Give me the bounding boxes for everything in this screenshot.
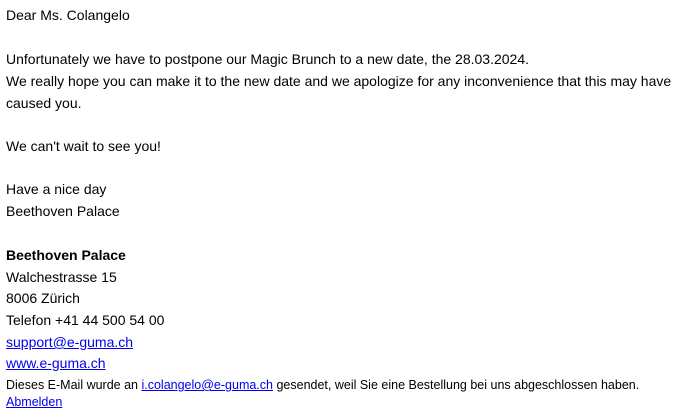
body-line-4: We can't wait to see you! xyxy=(6,138,161,154)
closing-line-1: Have a nice day xyxy=(6,181,107,197)
signature-website-row xyxy=(6,354,106,372)
support-email-link[interactable]: support@e-guma.ch xyxy=(6,334,134,350)
footer-text-after: gesendet, weil Sie eine Bestellung bei uns abgeschlossen haben. xyxy=(272,378,640,392)
signature-street: Walchestrasse 15 xyxy=(6,269,117,285)
unsubscribe-link[interactable]: Abmelden xyxy=(6,395,63,409)
unsubscribe-row xyxy=(6,394,62,410)
greeting: Dear Ms. Colangelo xyxy=(6,7,130,23)
website-link[interactable]: www.e-guma.ch xyxy=(6,355,106,371)
body-line-1: Unfortunately we have to postpone our Magic Brunch to a new date, the 28.03.2024. xyxy=(6,51,530,67)
signature-city: 8006 Zürich xyxy=(6,290,80,306)
signature-email-row xyxy=(6,333,133,351)
footer-notice xyxy=(6,377,639,393)
footer-text-before: Dieses E-Mail wurde an xyxy=(6,378,142,392)
body-line-2: We really hope you can make it to the new date and we apologize for any inconvenience that this may have xyxy=(6,73,672,89)
signature-company: Beethoven Palace xyxy=(6,247,126,263)
body-line-3: caused you. xyxy=(6,95,82,111)
signature-phone: Telefon +41 44 500 54 00 xyxy=(6,312,165,328)
recipient-email-link[interactable]: i.colangelo@e-guma.ch xyxy=(141,378,273,392)
closing-line-2: Beethoven Palace xyxy=(6,203,120,219)
